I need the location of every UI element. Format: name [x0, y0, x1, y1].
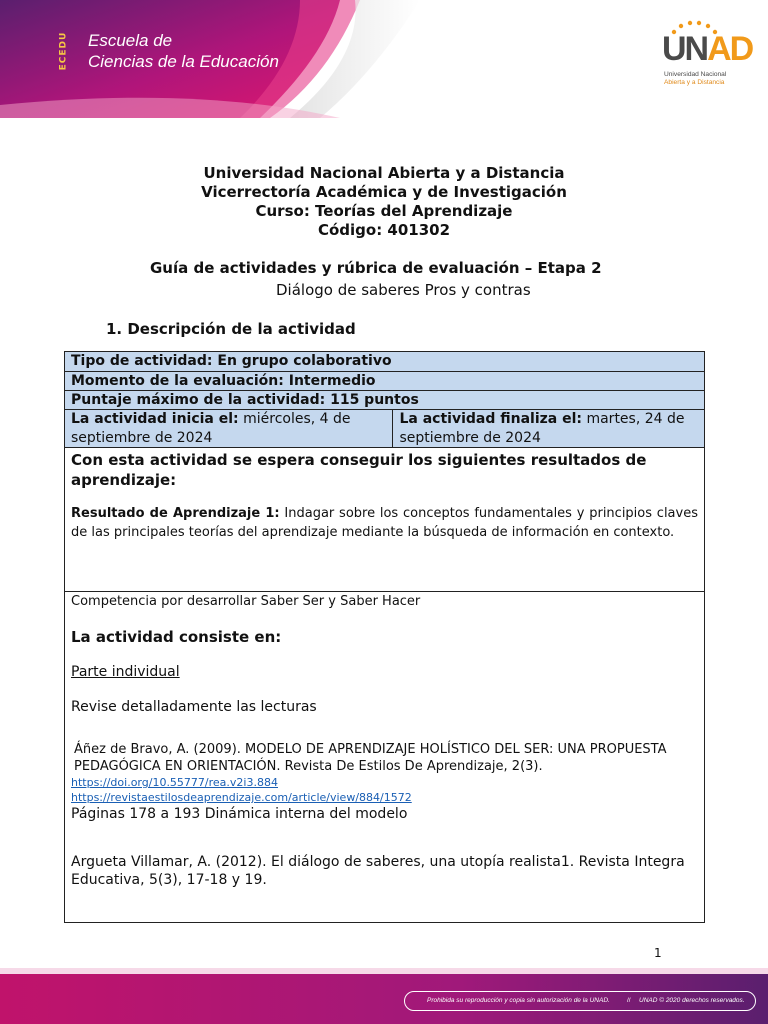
vice-rectory-title: Vicerrectoría Académica y de Investigación	[201, 183, 567, 201]
dates-row	[65, 410, 704, 448]
start-date-cell: La actividad inicia el: miércoles, 4 de septiembre de 2024	[65, 410, 393, 447]
learning-results-question: Con esta actividad se espera conseguir los siguientes resultados de aprendizaje:	[71, 451, 647, 489]
pages-text: Páginas 178 a 193 Dinámica interna del modelo	[71, 806, 408, 822]
reference-argueta: Argueta Villamar, A. (2012). El diálogo de saberes, una utopía realista1. Revista Integra Educativa, 5(3), 17-18 y 19.	[71, 854, 685, 888]
university-title: Universidad Nacional Abierta y a Distancia	[203, 164, 565, 182]
course-code: Código: 401302	[317, 221, 451, 239]
individual-part-heading: Parte individual	[71, 664, 180, 680]
course-title: Curso: Teorías del Aprendizaje	[255, 202, 513, 220]
guide-title: Guía de actividades y rúbrica de evaluación – Etapa 2	[150, 259, 602, 277]
article-link[interactable]: https://revistaestilosdeaprendizaje.com/article/view/884/1572	[71, 791, 412, 804]
learning-results-cell	[65, 448, 704, 592]
doi-link[interactable]: https://doi.org/10.55777/rea.v2i3.884	[71, 776, 278, 789]
unad-logo-wordmark: UNAD	[662, 30, 753, 68]
ecedu-vertical-tag: ECEDU	[58, 31, 69, 71]
unad-logo-subtitle: Universidad Nacional Abierta y a Distancia	[664, 71, 727, 86]
header-banner	[0, 0, 768, 118]
activity-content-cell	[65, 592, 704, 922]
end-date-cell: La actividad finaliza el: martes, 24 de septiembre de 2024	[399, 411, 685, 446]
review-readings-text: Revise detalladamente las lecturas	[71, 699, 317, 715]
evaluation-moment-row: Momento de la evaluación: Intermedio	[65, 372, 704, 391]
section-heading: 1. Descripción de la actividad	[106, 320, 356, 338]
footer-banner	[0, 968, 768, 1024]
competency-text: Competencia por desarrollar Saber Ser y Saber Hacer	[71, 594, 421, 609]
document-title-block	[0, 164, 768, 240]
activity-table	[64, 351, 705, 923]
copyright-notice: Prohibida su reproducción y copia sin autorización de la UNAD. // UNAD © 2020 derechos reservados.	[404, 991, 756, 1011]
learning-result-1: Resultado de Aprendizaje 1: Indagar sobre los conceptos fundamentales y principios claves de las principales teorías del aprendizaje mediante la búsqueda de información en contexto.	[71, 506, 698, 540]
guide-subtitle: Diálogo de saberes Pros y contras	[276, 281, 531, 299]
school-name: Escuela de Ciencias de la Educación	[88, 31, 279, 71]
reference-anez: Áñez de Bravo, A. (2009). MODELO DE APRENDIZAJE HOLÍSTICO DEL SER: UNA PROPUESTA PEDAGÓGICA EN ORIENTACIÓN. Revista De Estilos De Aprendizaje, 2(3).	[74, 742, 667, 774]
activity-consists-heading: La actividad consiste en:	[71, 628, 282, 646]
max-score-row: Puntaje máximo de la actividad: 115 puntos	[65, 391, 704, 410]
unad-logo	[660, 20, 760, 100]
page-number: 1	[654, 946, 662, 960]
activity-type-row: Tipo de actividad: En grupo colaborativo	[65, 352, 704, 372]
